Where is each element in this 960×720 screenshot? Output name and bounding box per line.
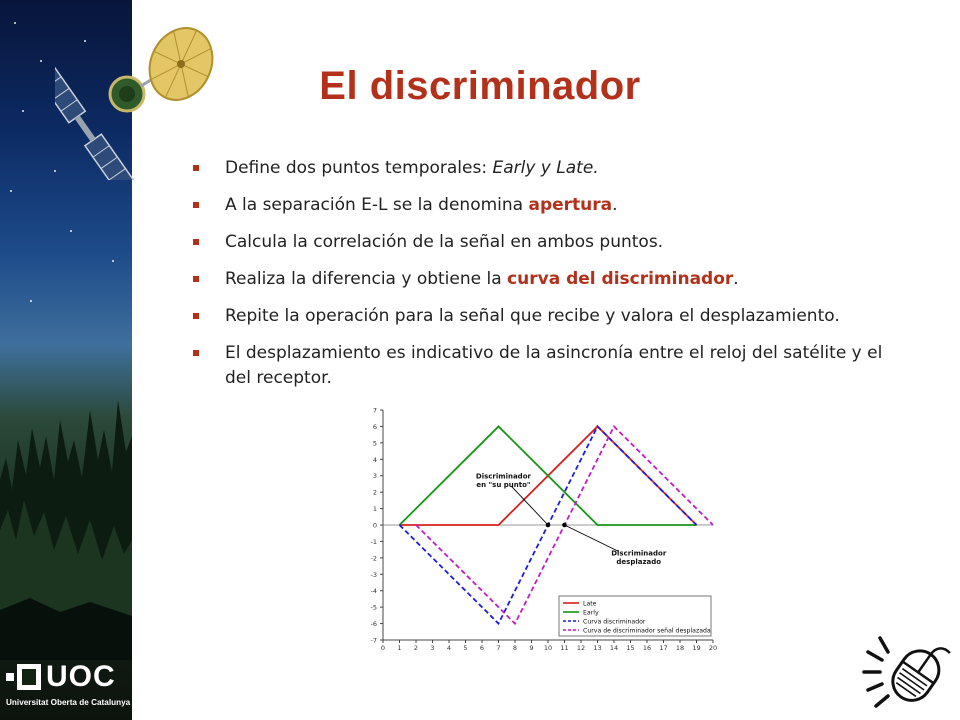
forest-silhouette — [0, 340, 132, 660]
y-tick-label: 0 — [372, 521, 377, 530]
legend-label-0: Late — [583, 600, 597, 608]
y-tick-label: -7 — [370, 636, 377, 645]
y-tick-label: 1 — [372, 505, 377, 514]
y-tick-label: -4 — [370, 587, 377, 596]
x-tick-label: 15 — [626, 644, 635, 652]
x-tick-label: 18 — [675, 644, 685, 652]
y-tick-label: -1 — [370, 537, 377, 546]
annotation-label: desplazado — [616, 558, 662, 566]
x-tick-label: 5 — [463, 644, 468, 652]
x-tick-label: 16 — [642, 644, 652, 652]
legend-label-3: Curva de discriminador señal desplazada — [583, 627, 711, 635]
bullet-text: . — [733, 269, 739, 289]
bullet-highlight-text: apertura — [528, 195, 613, 215]
y-tick-label: 4 — [372, 455, 377, 464]
legend-label-2: Curva discriminador — [583, 618, 646, 626]
y-tick-label: 2 — [372, 488, 377, 497]
x-tick-label: 13 — [593, 644, 602, 652]
bullet-highlight-text: curva del discriminador — [507, 269, 734, 289]
slide-title: El discriminador — [319, 64, 641, 108]
annotation-point — [546, 523, 551, 528]
legend-label-1: Early — [583, 609, 599, 617]
discriminator-chart — [355, 400, 725, 652]
bullet-text: A la separación E-L se la denomina — [225, 195, 529, 215]
bullet-item — [193, 341, 893, 391]
x-tick-label: 3 — [430, 644, 435, 652]
y-tick-label: 5 — [372, 439, 377, 448]
bullet-marker-icon — [193, 313, 199, 319]
uoc-logo — [6, 660, 131, 714]
x-tick-label: 17 — [659, 644, 668, 652]
y-tick-label: -2 — [370, 554, 377, 563]
bullet-text: El desplazamiento es indicativo de la asincronía entre el reloj del satélite y el del receptor. — [225, 343, 883, 388]
x-tick-label: 2 — [413, 644, 419, 652]
bullet-emphasis-text: Early y Late. — [492, 158, 599, 178]
bullet-item — [193, 193, 893, 218]
x-tick-label: 8 — [512, 644, 518, 652]
annotation-label: en "su punto" — [476, 480, 531, 489]
bullet-item — [193, 156, 893, 181]
x-tick-label: 10 — [543, 644, 553, 652]
x-tick-label: 12 — [576, 644, 586, 652]
bullet-marker-icon — [193, 239, 199, 245]
x-tick-label: 7 — [496, 644, 501, 652]
y-tick-label: -5 — [370, 603, 377, 612]
x-tick-label: 0 — [380, 644, 386, 652]
bullet-text: Realiza la diferencia y obtiene la — [225, 269, 508, 289]
x-tick-label: 14 — [609, 644, 619, 652]
bullet-text: Define dos puntos temporales: — [225, 158, 493, 178]
bullet-text: Calcula la correlación de la señal en ambos puntos. — [225, 232, 664, 252]
annotation-label: Discriminador — [611, 549, 667, 558]
bullet-marker-icon — [193, 202, 199, 208]
x-tick-label: 19 — [692, 644, 701, 652]
x-tick-label: 11 — [560, 644, 569, 652]
bullet-text: . — [612, 195, 618, 215]
y-tick-label: -3 — [370, 570, 377, 579]
bullet-marker-icon — [193, 165, 199, 171]
y-tick-label: 6 — [372, 422, 377, 431]
bullet-item — [193, 230, 893, 255]
x-tick-label: 9 — [529, 644, 534, 652]
uoc-logo-subtitle: Universitat Oberta de Catalunya — [6, 698, 131, 707]
mouse-click-icon — [862, 632, 957, 712]
annotation-point — [562, 523, 567, 528]
y-tick-label: -6 — [370, 620, 377, 629]
y-tick-label: 7 — [372, 406, 377, 415]
y-tick-label: 3 — [372, 472, 377, 481]
uoc-logo-mark-icon — [6, 662, 42, 692]
x-tick-label: 1 — [397, 644, 402, 652]
bullet-text: Repite la operación para la señal que recibe y valora el desplazamiento. — [225, 306, 840, 326]
annotation-label: Discriminador — [475, 472, 531, 481]
bullet-item — [193, 267, 893, 292]
x-tick-label: 6 — [479, 644, 485, 652]
bullet-marker-icon — [193, 350, 199, 356]
x-tick-label: 4 — [446, 644, 452, 652]
uoc-logo-text: UOC — [46, 660, 116, 693]
x-tick-label: 20 — [708, 644, 718, 652]
bullet-marker-icon — [193, 276, 199, 282]
bullet-item — [193, 304, 893, 329]
bullet-list — [193, 156, 893, 403]
